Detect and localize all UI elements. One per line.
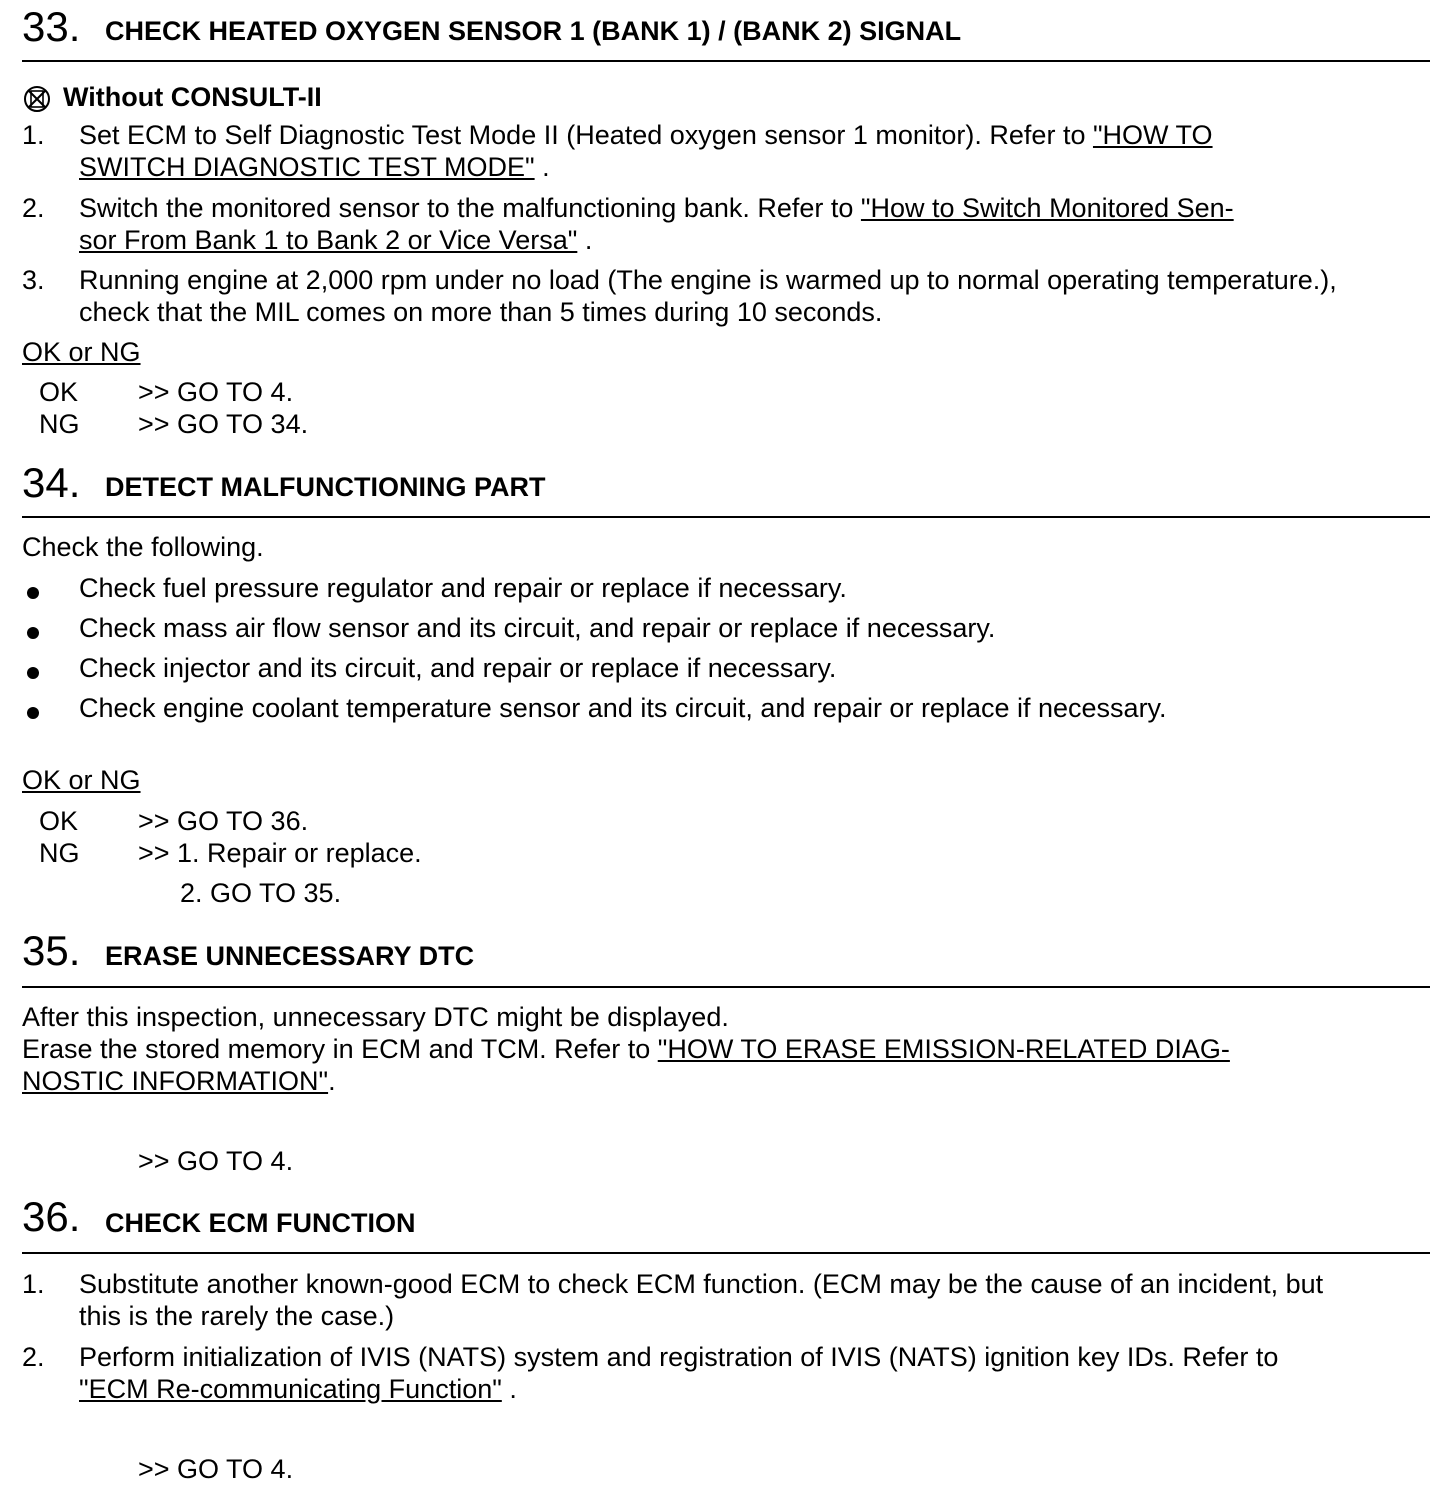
- step-text-line: this is the rarely the case.): [79, 1301, 395, 1331]
- section-36-rule: [22, 1252, 1430, 1254]
- link-how-to-switch-monitored-sensor[interactable]: "How to Switch Monitored Sen-: [860, 193, 1234, 223]
- ok-or-ng-label: OK or NG: [22, 765, 141, 795]
- section-34-title: DETECT MALFUNCTIONING PART: [105, 472, 546, 502]
- result-action-ng: >> GO TO 34.: [138, 409, 309, 439]
- ok-or-ng-label: OK or NG: [22, 337, 141, 367]
- bullet-item: Check mass air flow sensor and its circuit, and repair or replace if necessary.: [79, 613, 996, 643]
- step-number: 3.: [22, 265, 45, 295]
- step-text-line: Running engine at 2,000 rpm under no load (The engine is warmed up to normal operating temperature.),: [79, 265, 1337, 295]
- step-text-line: Substitute another known-good ECM to check ECM function. (ECM may be the cause of an incident, but: [79, 1269, 1324, 1299]
- result-action-ok: >> GO TO 36.: [138, 806, 309, 836]
- section-33-title: CHECK HEATED OXYGEN SENSOR 1 (BANK 1) / (BANK 2) SIGNAL: [105, 16, 962, 46]
- bullet-item: Check injector and its circuit, and repair or replace if necessary.: [79, 653, 837, 683]
- section-34-rule: [22, 516, 1430, 518]
- step-text-end: .: [534, 152, 550, 182]
- step-text: [79, 1268, 1323, 1332]
- step-text: [79, 119, 1213, 183]
- bullet-dot: [27, 667, 39, 679]
- result-code-ng: NG: [39, 409, 80, 439]
- step-number: 1.: [22, 1269, 45, 1299]
- section-35-goto: >> GO TO 4.: [138, 1146, 294, 1176]
- result-code-ok: OK: [39, 377, 79, 407]
- section-35-text: [22, 1001, 1230, 1097]
- step-text-line: check that the MIL comes on more than 5 times during 10 seconds.: [79, 297, 883, 327]
- section-33-number: 33.: [22, 3, 81, 50]
- text-line: Erase the stored memory in ECM and TCM. Refer to: [22, 1034, 658, 1064]
- subheading-without-consult: Without CONSULT-II: [63, 82, 322, 112]
- section-36-goto: >> GO TO 4.: [138, 1454, 294, 1484]
- bullet-item: Check fuel pressure regulator and repair or replace if necessary.: [79, 573, 847, 603]
- step-number: 2.: [22, 193, 45, 223]
- step-text-end: .: [501, 1374, 517, 1404]
- link-how-to-switch-monitored-sensor-cont[interactable]: sor From Bank 1 to Bank 2 or Vice Versa": [79, 225, 578, 255]
- link-ecm-re-communicating-function[interactable]: "ECM Re-communicating Function": [79, 1374, 502, 1404]
- section-34-intro: Check the following.: [22, 532, 264, 562]
- link-how-to-switch-diagnostic-test-mode-cont[interactable]: SWITCH DIAGNOSTIC TEST MODE": [79, 152, 535, 182]
- text-end: .: [328, 1066, 336, 1096]
- link-how-to-erase-emission-info[interactable]: "HOW TO ERASE EMISSION-RELATED DIAG-: [657, 1034, 1230, 1064]
- link-how-to-switch-diagnostic-test-mode[interactable]: "HOW TO: [1092, 120, 1213, 150]
- step-text: [79, 192, 1234, 256]
- section-36-number: 36.: [22, 1193, 81, 1240]
- step-text: [79, 1341, 1278, 1405]
- section-33-rule: [22, 60, 1430, 62]
- result-action-ng-continued: 2. GO TO 35.: [180, 878, 342, 908]
- section-34-number: 34.: [22, 459, 81, 506]
- no-consult-icon: [22, 84, 52, 114]
- bullet-dot: [27, 627, 39, 639]
- result-code-ng: NG: [39, 838, 80, 868]
- step-text-end: .: [577, 225, 593, 255]
- step-number: 1.: [22, 120, 45, 150]
- step-text-line: Set ECM to Self Diagnostic Test Mode II (Heated oxygen sensor 1 monitor). Refer to: [79, 120, 1093, 150]
- result-action-ng: >> 1. Repair or replace.: [138, 838, 422, 868]
- step-number: 2.: [22, 1342, 45, 1372]
- section-35-number: 35.: [22, 927, 81, 974]
- step-text: [79, 264, 1337, 328]
- bullet-dot: [27, 707, 39, 719]
- section-36-title: CHECK ECM FUNCTION: [105, 1208, 416, 1238]
- bullet-item: Check engine coolant temperature sensor and its circuit, and repair or replace if necessary.: [79, 693, 1167, 723]
- step-text-line: Switch the monitored sensor to the malfunctioning bank. Refer to: [79, 193, 861, 223]
- text-line: After this inspection, unnecessary DTC might be displayed.: [22, 1002, 729, 1032]
- bullet-dot: [27, 587, 39, 599]
- link-how-to-erase-emission-info-cont[interactable]: NOSTIC INFORMATION": [22, 1066, 329, 1096]
- section-35-title: ERASE UNNECESSARY DTC: [105, 941, 475, 971]
- section-35-rule: [22, 986, 1430, 988]
- step-text-line: Perform initialization of IVIS (NATS) system and registration of IVIS (NATS) ignition key IDs. Refer to: [79, 1342, 1279, 1372]
- result-action-ok: >> GO TO 4.: [138, 377, 294, 407]
- result-code-ok: OK: [39, 806, 79, 836]
